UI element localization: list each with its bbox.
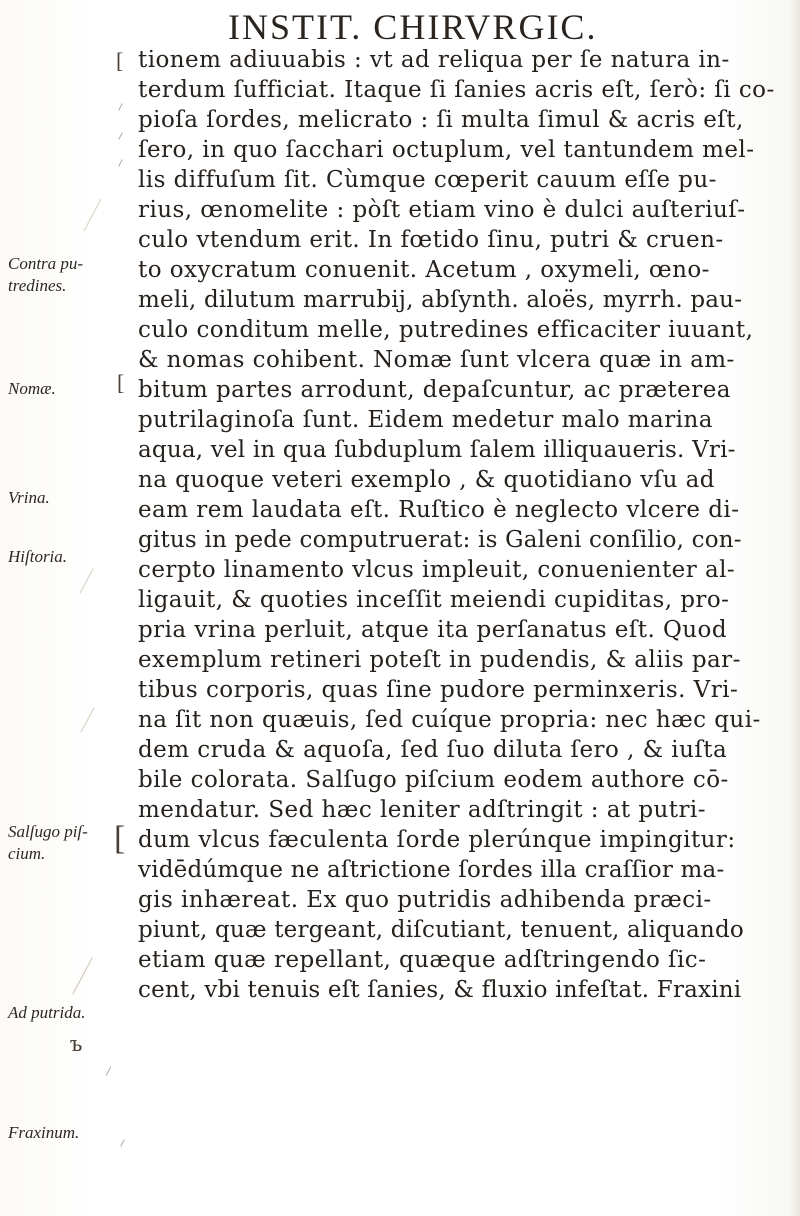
text-line: putrilaginoſa ſunt. Eidem medetur malo marina xyxy=(138,407,713,433)
margin-bracket-mark: [ xyxy=(117,370,125,395)
text-line: bitum partes arrodunt, depaſcuntur, ac præterea xyxy=(138,377,731,403)
text-line: culo vtendum erit. In fœtido ſinu, putri & cruen- xyxy=(138,227,724,253)
margin-note-line: cium. xyxy=(8,844,46,863)
text-line: vidēdúmque ne aſtrictione ſordes illa craſſior ma- xyxy=(138,857,725,883)
text-line: eam rem laudata eſt. Ruſtico è neglecto vlcere di- xyxy=(138,497,740,523)
margin-note-nomae: Nomæ. xyxy=(8,379,56,398)
margin-note-line: Salſugo piſ- xyxy=(8,822,88,841)
text-line: to oxycratum conuenit. Acetum , oxymeli, œno- xyxy=(138,257,710,283)
text-line: na quoque veteri exemplo , & quotidiano vſu ad xyxy=(138,467,715,493)
text-line: dem cruda & aquoſa, ſed ſuo diluta ſero , & iuſta xyxy=(138,737,728,763)
text-line: exemplum retineri poteſt in pudendis, & aliis par- xyxy=(138,647,741,673)
text-line: gis inhæreat. Ex quo putridis adhibenda præci- xyxy=(138,887,712,913)
text-line: pioſa ſordes, melicrato : ſi multa ſimul & acris eſt, xyxy=(138,107,744,133)
margin-tick-mark xyxy=(118,132,123,140)
running-header: INSTIT. CHIRVRGIC. xyxy=(228,7,598,47)
text-line: & nomas cohibent. Nomæ ſunt vlcera quæ in am- xyxy=(138,347,735,373)
margin-tick-mark xyxy=(106,1066,112,1075)
page-edge-shadow xyxy=(790,0,800,1216)
margin-note-fraxinum: Fraxinum. xyxy=(8,1123,80,1142)
text-line: rius, œnomelite : pòſt etiam vino è dulci auſteriuſ- xyxy=(138,197,746,223)
text-line: piunt, quæ tergeant, diſcutiant, tenuent, aliquando xyxy=(138,917,744,943)
text-line: cerpto linamento vlcus impleuit, conuenienter al- xyxy=(138,557,736,583)
text-line: terdum ſufficiat. Itaque ſi ſanies acris eſt, ſerò: ſi co- xyxy=(138,77,775,103)
margin-bracket-mark: [ xyxy=(116,48,124,73)
text-line: dum vlcus fæculenta ſorde plerúnque impingitur: xyxy=(138,827,736,853)
text-line: culo conditum melle, putredines efficaciter iuuant, xyxy=(138,317,754,343)
margin-note-line: Contra pu- xyxy=(8,254,84,273)
margin-bracket-mark: [ xyxy=(114,820,126,857)
text-line: gitus in pede computruerat: is Galeni conſilio, con- xyxy=(138,527,742,553)
text-line: cent, vbi tenuis eſt ſanies, & fluxio infeſtat. Fraxini xyxy=(138,977,742,1003)
margin-faint-stroke xyxy=(80,707,94,732)
margin-faint-stroke xyxy=(72,957,93,995)
text-line: lis diffuſum ſit. Cùmque cœperit cauum eſſe pu- xyxy=(138,167,717,193)
margin-note-salsugo xyxy=(8,821,128,865)
margin-tick-mark xyxy=(118,159,123,167)
main-text-block xyxy=(138,45,778,1005)
text-line: mendatur. Sed hæc leniter adſtringit : at putri- xyxy=(138,797,706,823)
margin-faint-stroke xyxy=(79,568,93,593)
margin-note-line: tredines. xyxy=(8,276,67,295)
text-line: pria vrina perluit, atque ita perſanatus eſt. Quod xyxy=(138,617,728,643)
text-line: ligauit, & quoties inceſſit meiendi cupiditas, pro- xyxy=(138,587,730,613)
margin-faint-stroke xyxy=(84,199,102,231)
margin-curl-mark: ъ xyxy=(70,1031,83,1057)
margin-note-historia: Hiſtoria. xyxy=(8,547,68,566)
text-line: na ſit non quæuis, ſed cuíque propria: nec hæc qui- xyxy=(138,707,761,733)
text-line: ſero, in quo ſacchari octuplum, vel tantundem mel- xyxy=(138,137,755,163)
text-line: bile colorata. Salſugo piſcium eodem authore cō- xyxy=(138,767,729,793)
margin-tick-mark xyxy=(118,103,123,111)
text-line: aqua, vel in qua ſubduplum ſalem illiquaueris. Vri- xyxy=(138,437,736,463)
margin-note-putredines xyxy=(8,253,128,297)
margin-note-urina: Vrina. xyxy=(8,488,50,507)
margin-note-ad-putrida: Ad putrida. xyxy=(8,1003,86,1022)
text-line: meli, dilutum marrubij, abſynth. aloës, myrrh. pau- xyxy=(138,287,743,313)
text-line: tionem adiuuabis : vt ad reliqua per ſe natura in- xyxy=(138,47,730,73)
text-line: etiam quæ repellant, quæque adſtringendo ſic- xyxy=(138,947,707,973)
text-line: tibus corporis, quas ſine pudore perminxeris. Vri- xyxy=(138,677,739,703)
